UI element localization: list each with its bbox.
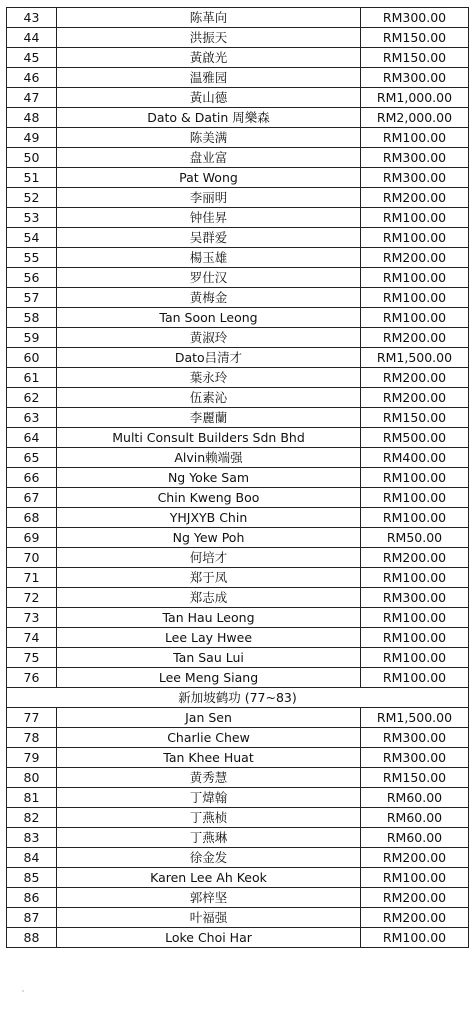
- row-number: 48: [7, 108, 57, 128]
- donor-name: 黃啟光: [57, 48, 361, 68]
- donation-amount: RM60.00: [361, 808, 469, 828]
- row-number: 63: [7, 408, 57, 428]
- row-number: 79: [7, 748, 57, 768]
- donation-amount: RM150.00: [361, 48, 469, 68]
- row-number: 88: [7, 928, 57, 948]
- donation-row: [7, 648, 469, 668]
- donation-amount: RM150.00: [361, 408, 469, 428]
- donation-amount: RM300.00: [361, 588, 469, 608]
- donation-amount: RM300.00: [361, 728, 469, 748]
- donor-name: Dato & Datin 周樂森: [57, 108, 361, 128]
- row-number: 51: [7, 168, 57, 188]
- donation-row: [7, 388, 469, 408]
- donation-row: [7, 748, 469, 768]
- donation-row: [7, 228, 469, 248]
- donation-amount: RM60.00: [361, 788, 469, 808]
- donation-row: [7, 108, 469, 128]
- donation-row: [7, 828, 469, 848]
- row-number: 58: [7, 308, 57, 328]
- donation-amount: RM150.00: [361, 768, 469, 788]
- donation-amount: RM500.00: [361, 428, 469, 448]
- donation-row: [7, 668, 469, 688]
- donation-row: [7, 408, 469, 428]
- donation-amount: RM1,500.00: [361, 348, 469, 368]
- donation-amount: RM100.00: [361, 268, 469, 288]
- section-heading: 新加坡鹤功 (77~83): [7, 688, 469, 708]
- section-heading-group: [7, 688, 469, 708]
- donation-amount: RM100.00: [361, 288, 469, 308]
- row-number: 86: [7, 888, 57, 908]
- donor-name: 葉永玲: [57, 368, 361, 388]
- row-number: 57: [7, 288, 57, 308]
- row-number: 62: [7, 388, 57, 408]
- section-heading-row: [7, 688, 469, 708]
- donor-name: 楊玉雄: [57, 248, 361, 268]
- donor-name: Jan Sen: [57, 708, 361, 728]
- row-number: 68: [7, 508, 57, 528]
- donor-name: 郑志成: [57, 588, 361, 608]
- donation-row: [7, 728, 469, 748]
- donation-amount: RM1,000.00: [361, 88, 469, 108]
- row-number: 65: [7, 448, 57, 468]
- donation-amount: RM50.00: [361, 528, 469, 548]
- donor-name: 丁煒翰: [57, 788, 361, 808]
- row-number: 76: [7, 668, 57, 688]
- donation-amount: RM300.00: [361, 168, 469, 188]
- donation-row: [7, 208, 469, 228]
- row-number: 83: [7, 828, 57, 848]
- row-number: 87: [7, 908, 57, 928]
- row-number: 49: [7, 128, 57, 148]
- row-number: 44: [7, 28, 57, 48]
- donation-row: [7, 468, 469, 488]
- donor-name: Tan Sau Lui: [57, 648, 361, 668]
- donor-name: 陈美满: [57, 128, 361, 148]
- donation-row: [7, 48, 469, 68]
- donor-name: 盘业富: [57, 148, 361, 168]
- donation-amount: RM200.00: [361, 188, 469, 208]
- donation-amount: RM100.00: [361, 308, 469, 328]
- donation-row: [7, 368, 469, 388]
- row-number: 73: [7, 608, 57, 628]
- donor-name: 陈革向: [57, 8, 361, 28]
- donation-row: [7, 528, 469, 548]
- row-number: 85: [7, 868, 57, 888]
- donor-name: 李麗蘭: [57, 408, 361, 428]
- donor-name: YHJXYB Chin: [57, 508, 361, 528]
- donation-row: [7, 768, 469, 788]
- donation-row: [7, 908, 469, 928]
- donation-row: [7, 568, 469, 588]
- donor-name: Chin Kweng Boo: [57, 488, 361, 508]
- row-number: 47: [7, 88, 57, 108]
- donation-row: [7, 288, 469, 308]
- row-number: 52: [7, 188, 57, 208]
- donation-row: [7, 628, 469, 648]
- donation-row: [7, 348, 469, 368]
- donation-row: [7, 888, 469, 908]
- donation-amount: RM60.00: [361, 828, 469, 848]
- row-number: 80: [7, 768, 57, 788]
- donation-amount: RM200.00: [361, 908, 469, 928]
- row-number: 50: [7, 148, 57, 168]
- donor-name: 罗仕汉: [57, 268, 361, 288]
- donation-rows-group-a: [7, 8, 469, 688]
- donation-row: [7, 448, 469, 468]
- donor-name: 丁燕桢: [57, 808, 361, 828]
- row-number: 71: [7, 568, 57, 588]
- row-number: 84: [7, 848, 57, 868]
- row-number: 55: [7, 248, 57, 268]
- donation-amount: RM200.00: [361, 888, 469, 908]
- donor-name: 黄淑玲: [57, 328, 361, 348]
- donor-name: 黄秀慧: [57, 768, 361, 788]
- donor-name: Dato吕清才: [57, 348, 361, 368]
- donation-row: [7, 128, 469, 148]
- donation-amount: RM100.00: [361, 208, 469, 228]
- donation-amount: RM2,000.00: [361, 108, 469, 128]
- donation-row: [7, 28, 469, 48]
- row-number: 69: [7, 528, 57, 548]
- donor-name: 徐金发: [57, 848, 361, 868]
- row-number: 81: [7, 788, 57, 808]
- donor-name: 钟佳昇: [57, 208, 361, 228]
- row-number: 75: [7, 648, 57, 668]
- scan-speck: [22, 990, 24, 992]
- donation-row: [7, 328, 469, 348]
- donation-row: [7, 608, 469, 628]
- donor-name: Lee Lay Hwee: [57, 628, 361, 648]
- donation-row: [7, 88, 469, 108]
- donation-amount: RM100.00: [361, 468, 469, 488]
- donation-row: [7, 788, 469, 808]
- row-number: 46: [7, 68, 57, 88]
- donation-row: [7, 268, 469, 288]
- donor-name: Tan Soon Leong: [57, 308, 361, 328]
- row-number: 82: [7, 808, 57, 828]
- donor-name: 丁燕琳: [57, 828, 361, 848]
- donor-name: 温雅园: [57, 68, 361, 88]
- donation-row: [7, 428, 469, 448]
- donation-row: [7, 68, 469, 88]
- donation-amount: RM200.00: [361, 328, 469, 348]
- donor-name: 黃山德: [57, 88, 361, 108]
- donation-amount: RM300.00: [361, 748, 469, 768]
- donation-amount: RM200.00: [361, 388, 469, 408]
- donor-name: Tan Khee Huat: [57, 748, 361, 768]
- donation-amount: RM100.00: [361, 648, 469, 668]
- donor-name: Ng Yoke Sam: [57, 468, 361, 488]
- donation-row: [7, 868, 469, 888]
- donor-name: Multi Consult Builders Sdn Bhd: [57, 428, 361, 448]
- row-number: 43: [7, 8, 57, 28]
- donation-amount: RM100.00: [361, 928, 469, 948]
- donor-name: Pat Wong: [57, 168, 361, 188]
- row-number: 70: [7, 548, 57, 568]
- donation-row: [7, 8, 469, 28]
- donation-table: [6, 7, 469, 948]
- donor-name: Tan Hau Leong: [57, 608, 361, 628]
- donation-amount: RM200.00: [361, 368, 469, 388]
- donation-row: [7, 188, 469, 208]
- donation-amount: RM100.00: [361, 228, 469, 248]
- donation-row: [7, 148, 469, 168]
- donation-row: [7, 508, 469, 528]
- donation-amount: RM200.00: [361, 248, 469, 268]
- row-number: 72: [7, 588, 57, 608]
- donation-row: [7, 588, 469, 608]
- donation-row: [7, 708, 469, 728]
- donation-amount: RM100.00: [361, 628, 469, 648]
- row-number: 45: [7, 48, 57, 68]
- row-number: 54: [7, 228, 57, 248]
- donation-amount: RM100.00: [361, 128, 469, 148]
- row-number: 78: [7, 728, 57, 748]
- row-number: 77: [7, 708, 57, 728]
- donation-list-sheet: [6, 7, 468, 948]
- donor-name: 郭梓坚: [57, 888, 361, 908]
- donor-name: 郑于凤: [57, 568, 361, 588]
- donation-row: [7, 168, 469, 188]
- donor-name: Loke Choi Har: [57, 928, 361, 948]
- donation-row: [7, 308, 469, 328]
- donor-name: Lee Meng Siang: [57, 668, 361, 688]
- row-number: 64: [7, 428, 57, 448]
- donation-amount: RM300.00: [361, 148, 469, 168]
- row-number: 53: [7, 208, 57, 228]
- row-number: 61: [7, 368, 57, 388]
- donation-amount: RM100.00: [361, 568, 469, 588]
- donation-amount: RM100.00: [361, 608, 469, 628]
- donor-name: 洪振天: [57, 28, 361, 48]
- donor-name: 黄梅金: [57, 288, 361, 308]
- donation-amount: RM100.00: [361, 868, 469, 888]
- donation-row: [7, 808, 469, 828]
- row-number: 67: [7, 488, 57, 508]
- donation-rows-group-b: [7, 708, 469, 948]
- donation-row: [7, 928, 469, 948]
- donation-amount: RM300.00: [361, 68, 469, 88]
- donation-amount: RM100.00: [361, 668, 469, 688]
- donor-name: 叶福强: [57, 908, 361, 928]
- donor-name: Karen Lee Ah Keok: [57, 868, 361, 888]
- donation-amount: RM150.00: [361, 28, 469, 48]
- donation-amount: RM1,500.00: [361, 708, 469, 728]
- donation-row: [7, 248, 469, 268]
- row-number: 59: [7, 328, 57, 348]
- donor-name: 吴群爱: [57, 228, 361, 248]
- donation-amount: RM300.00: [361, 8, 469, 28]
- donor-name: Alvin赖端强: [57, 448, 361, 468]
- donor-name: 伍素沁: [57, 388, 361, 408]
- donation-amount: RM100.00: [361, 508, 469, 528]
- donation-amount: RM100.00: [361, 488, 469, 508]
- row-number: 56: [7, 268, 57, 288]
- donation-row: [7, 548, 469, 568]
- row-number: 60: [7, 348, 57, 368]
- donation-amount: RM200.00: [361, 848, 469, 868]
- donation-amount: RM200.00: [361, 548, 469, 568]
- donor-name: 何培才: [57, 548, 361, 568]
- row-number: 66: [7, 468, 57, 488]
- donation-amount: RM400.00: [361, 448, 469, 468]
- donor-name: Charlie Chew: [57, 728, 361, 748]
- donor-name: Ng Yew Poh: [57, 528, 361, 548]
- row-number: 74: [7, 628, 57, 648]
- donation-row: [7, 848, 469, 868]
- donation-row: [7, 488, 469, 508]
- donor-name: 李丽明: [57, 188, 361, 208]
